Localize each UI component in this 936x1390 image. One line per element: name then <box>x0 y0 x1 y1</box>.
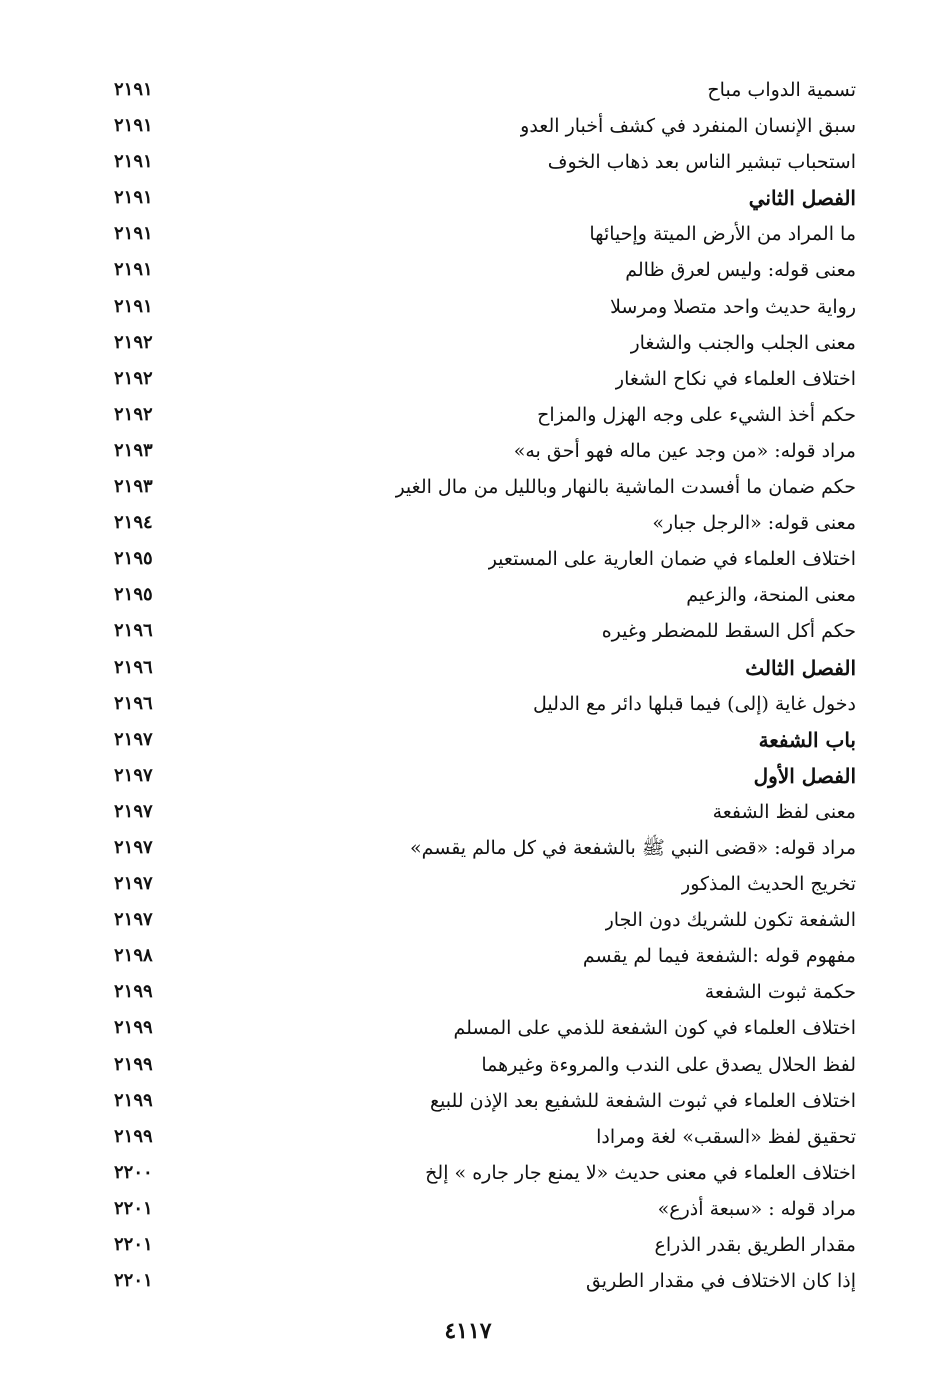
toc-entry-page-number: ٢١٩١ <box>114 259 153 281</box>
toc-entry-page-number: ٢١٩٥ <box>114 584 153 606</box>
toc-entry-title: حكم أخذ الشيء على وجه الهزل والمزاح <box>537 403 856 426</box>
toc-entry-page-number: ٢١٩٩ <box>114 1053 153 1075</box>
toc-entry-title: ما المراد من الأرض الميتة وإحيائها <box>589 223 856 246</box>
toc-entry-page-number: ٢١٩٧ <box>114 764 153 786</box>
toc-entry <box>100 613 860 649</box>
toc-entry-title: تسمية الدواب مباح <box>707 79 856 101</box>
toc-entry-title: مراد قوله : «سبعة أذرع» <box>657 1197 856 1220</box>
toc-entry-page-number: ٢١٩١ <box>114 79 153 100</box>
toc-entry-title: استحباب تبشير الناس بعد ذهاب الخوف <box>547 151 856 174</box>
toc-entry <box>100 1155 860 1191</box>
toc-entry-page-number: ٢٢٠١ <box>114 1270 153 1292</box>
toc-entry <box>100 541 860 577</box>
toc-entry <box>100 1191 860 1227</box>
toc-entry-page-number: ٢١٩٩ <box>114 981 153 1003</box>
toc-entry-page-number: ٢١٩٩ <box>114 1125 153 1147</box>
toc-entry-page-number: ٢١٩١ <box>114 295 153 317</box>
toc-entry-title: اختلاف العلماء في نكاح الشغار <box>614 367 856 390</box>
toc-entry-title: مراد قوله: «قضى النبي ﷺ بالشفعة في كل مالم يقسم» <box>409 836 856 859</box>
toc-entry <box>100 722 860 758</box>
toc-entry-page-number: ٢٢٠١ <box>114 1197 153 1219</box>
toc-entry-page-number: ٢١٩٧ <box>114 873 153 895</box>
toc-entry-page-number: ٢١٩٦ <box>114 656 153 678</box>
toc-entry-title: تحقيق لفظ «السقب» لغة ومرادا <box>596 1125 856 1148</box>
toc-entry <box>100 289 860 325</box>
toc-entry <box>100 1010 860 1046</box>
toc-entry-page-number: ٢١٩١ <box>114 187 153 209</box>
toc-entry <box>100 650 860 686</box>
toc-entry <box>100 794 860 830</box>
toc-entry <box>100 1263 860 1299</box>
toc-entry-page-number: ٢١٩٩ <box>114 1089 153 1111</box>
toc-entry-page-number: ٢١٩٦ <box>114 620 153 642</box>
toc-entry-page-number: ٢١٩٢ <box>114 331 153 353</box>
toc-entry <box>100 325 860 361</box>
toc-entry-page-number: ٢١٩٧ <box>114 800 153 822</box>
toc-entry <box>100 866 860 902</box>
toc-entry <box>100 361 860 397</box>
toc-entry <box>100 577 860 613</box>
toc-entry <box>100 216 860 252</box>
toc-entry-page-number: ٢٢٠٠ <box>114 1161 153 1183</box>
toc-entry <box>100 758 860 794</box>
toc-entry-title: الشفعة تكون للشريك دون الجار <box>604 909 856 932</box>
toc-entry-title: مفهوم قوله :الشفعة فيما لم يقسم <box>582 945 856 968</box>
toc-entry-page-number: ٢١٩٦ <box>114 692 153 714</box>
toc-entry <box>100 830 860 866</box>
toc-entry-title: معنى قوله: وليس لعرق ظالم <box>625 259 856 282</box>
toc-entry-page-number: ٢١٩١ <box>114 115 153 137</box>
toc-entry-title: مقدار الطريق بقدر الذراع <box>654 1234 856 1256</box>
toc-entry <box>100 1047 860 1083</box>
toc-entry-page-number: ٢١٩٥ <box>114 548 153 570</box>
toc-entry-title: حكم أكل السقط للمضطر وغيره <box>601 620 856 643</box>
toc-entry-page-number: ٢١٩١ <box>114 223 153 245</box>
toc-section-heading: الفصل الثالث <box>745 655 856 680</box>
toc-entry <box>100 108 860 144</box>
toc-section-heading: الفصل الثاني <box>748 186 856 211</box>
toc-entry-page-number: ٢١٩٧ <box>114 836 153 858</box>
toc-entry <box>100 974 860 1010</box>
toc-entry <box>100 144 860 180</box>
toc-entry-page-number: ٢١٩٩ <box>114 1017 153 1039</box>
toc-entry-title: معنى قوله: «الرجل جبار» <box>652 512 856 535</box>
toc-entry-title: مراد قوله: «من وجد عين ماله فهو أحق به» <box>513 439 856 462</box>
page-number: ٤١١٧ <box>444 1318 492 1344</box>
toc-entry-page-number: ٢١٩٨ <box>114 945 153 967</box>
toc-entry <box>100 1083 860 1119</box>
toc-entry-page-number: ٢١٩٣ <box>114 439 153 461</box>
toc-entry-title: سبق الإنسان المنفرد في كشف أخبار العدو <box>520 115 856 138</box>
toc-entry <box>100 469 860 505</box>
toc-entry-title: دخول غاية (إلى) فيما قبلها دائر مع الدليل <box>532 692 856 715</box>
toc-entry <box>100 1119 860 1155</box>
toc-entry-title: معنى المنحة، والزعيم <box>686 584 856 607</box>
toc-entry-title: حكمة ثبوت الشفعة <box>704 981 856 1004</box>
toc-entry-page-number: ٢١٩٣ <box>114 476 153 498</box>
toc-entry-title: حكم ضمان ما أفسدت الماشية بالنهار وبالليل من مال الغير <box>395 476 856 499</box>
toc-entry <box>100 72 860 108</box>
toc-entry-title: إذا كان الاختلاف في مقدار الطريق <box>585 1270 856 1293</box>
toc-entry <box>100 505 860 541</box>
toc-entry-title: رواية حديث واحد متصلا ومرسلا <box>610 295 856 318</box>
toc-entry <box>100 433 860 469</box>
toc-entry-title: لفظ الحلال يصدق على الندب والمروءة وغيرهما <box>481 1053 856 1076</box>
toc-entry-page-number: ٢١٩٤ <box>114 512 153 534</box>
toc-entry-page-number: ٢١٩٧ <box>114 728 153 750</box>
toc-entry <box>100 252 860 288</box>
table-of-contents <box>100 72 860 1299</box>
toc-entry-page-number: ٢١٩٢ <box>114 367 153 389</box>
toc-entry <box>100 1227 860 1263</box>
toc-entry-page-number: ٢٢٠١ <box>114 1234 153 1255</box>
toc-entry-title: اختلاف العلماء في ثبوت الشفعة للشفيع بعد الإذن للبيع <box>429 1089 856 1112</box>
toc-entry-page-number: ٢١٩١ <box>114 151 153 173</box>
toc-entry <box>100 180 860 216</box>
toc-entry-title: معنى لفظ الشفعة <box>712 800 856 823</box>
toc-section-heading: باب الشفعة <box>758 727 856 752</box>
toc-entry <box>100 902 860 938</box>
toc-entry-page-number: ٢١٩٧ <box>114 909 153 931</box>
toc-section-heading: الفصل الأول <box>753 763 856 788</box>
toc-entry-title: اختلاف العلماء في ضمان العارية على المستعير <box>487 548 856 571</box>
toc-entry-title: تخريج الحديث المذكور <box>681 873 856 896</box>
toc-entry-title: اختلاف العلماء في معنى حديث «لا يمنع جار جاره » إلخ <box>425 1161 856 1184</box>
toc-entry <box>100 938 860 974</box>
toc-entry <box>100 686 860 722</box>
toc-entry <box>100 397 860 433</box>
toc-entry-title: معنى الجلب والجنب والشغار <box>630 331 856 354</box>
toc-entry-page-number: ٢١٩٢ <box>114 403 153 425</box>
toc-entry-title: اختلاف العلماء في كون الشفعة للذمي على المسلم <box>453 1017 856 1040</box>
